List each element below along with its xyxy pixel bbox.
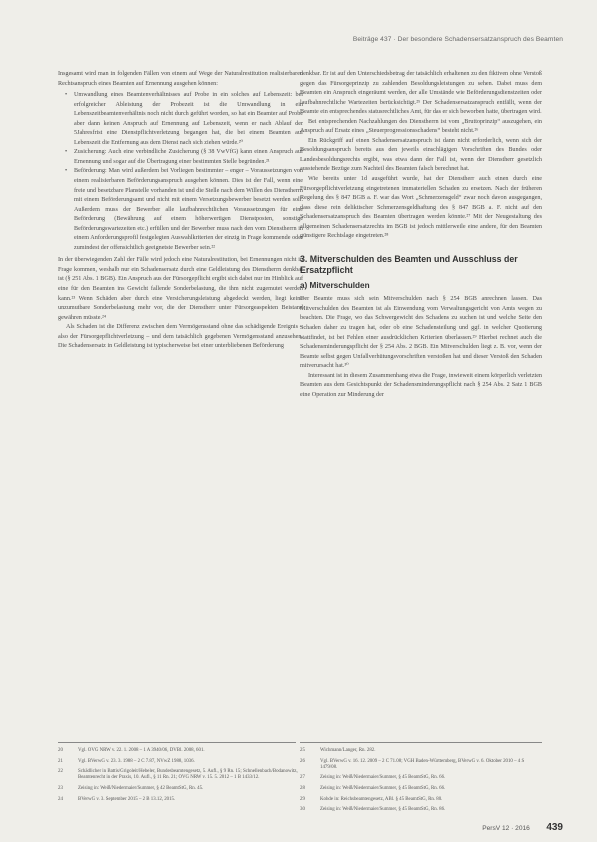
page-footer [482, 817, 563, 835]
footnote-text: Kohde in: Reichsbeamtengesetz, ABl. § 45 BeamtStG, Rn. 80. [320, 796, 443, 802]
bullet-item-promotion: • Beförderung: Man wird außerdem bei Vorliegen bestimmter – enger – Voraussetzungen von einem realisierbaren Beförderungsanspruch ausgehen können. Dies ist der Fall, wenn eine freie und besetzbare Planstelle vorhanden ist und die Stelle nach dem Willen des Dienstherrn mit einem Beförderungsamt und nicht mit einem Versetzungsbewerber besetzt werden soll. Außerdem muss der Bewerber alle laufbahnrechtlichen Voraussetzungen für eine Beförderung (Bewährung auf einem höherwertigen Dienstposten, sonstige Beförderungswartezeiten etc.) erfüllen und der Bewerber muss nach den vom Dienstherrn in einem Anforderungsprofil festgelegten Auswahlkriterien der einzig in Frage kommende oder zumindest der offensichtlich geeignetste Bewerber sein.²² [74, 167, 303, 253]
body-paragraph: Als Schaden ist die Differenz zwischen dem Vermögensstand ohne das schädigende Ereignis – also der Fürsorgepflichtverletzung – und dem tatsächlich gegebenen Vermögensstand anzusehen. Die Schadensersatz in Geldleistung ist typischerweise bei einer unterbliebenen Beförderung [58, 324, 303, 350]
footnote-text: Zeising in: Weiß/Niedermaier/Summer, § 45 BeamtStG, Rn. 66. [320, 785, 446, 791]
body-paragraph: Ein Rückgriff auf einen Schadensersatzanspruch ist dann nicht erforderlich, wenn sich der Besoldungsanspruch bereits aus den jeweils einschlägigen Vorschriften des Bundes oder Landesbesoldungsrechts ergibt, was etwa dann der Fall ist, wenn der Dienstherr gesetzlich ausstehende Bezüge zum Nachteil des Beamten falsch berechnet hat. [300, 137, 542, 173]
footnote [300, 786, 542, 792]
footnote-text: Vgl. OVG NRW v. 22. 1. 2008 – 1 A 3940/06, DVBl. 2008, 601. [78, 748, 205, 753]
bullet-item-assurance: • Zusicherung: Auch eine verbindliche Zusicherung (§ 38 VwVfG) kann einen Anspruch auf Ernennung und sogar auf die Übertragung einer bestimmten Stelle begründen.²¹ [74, 148, 303, 167]
footnote-number: 20 [58, 748, 63, 753]
footnote [300, 759, 542, 771]
footnote-text: Vgl. BVerwG v. 16. 12. 2009 – 2 C 71.08; VGH Baden-Württemberg, BVerwG v. 6. Oktober 2010 – 4 S 1479/08. [320, 758, 525, 770]
footnote [58, 769, 298, 781]
footnote-number: 23 [58, 785, 63, 791]
footnote-text: Schädlicher in Battis/Grigoleit/Hebeler, Bundesbeamtengesetz, 5. Aufl., § 9 Rn. 15; Schnellenbach/Bodanowitz, Beamtenrecht in der Praxis, 10. Aufl., § 11 Rn. 21; OVG NRW v. 15. 5. 2012 – 1 B 1433/12. [78, 769, 298, 781]
criteria-list [58, 91, 303, 253]
left-column [58, 70, 303, 352]
footnote-text: Zeising in: Weiß/Niedermaier/Summer, § 42 BeamtStG, Rn. 45. [78, 785, 204, 791]
journal-issue: PersV 12 · 2016 [482, 825, 530, 832]
footnote [58, 759, 298, 765]
footnote-text: Zeising in: Weiß/Niedermaier/Summer, § 45 BeamtStG, Rn. 66. [320, 775, 446, 781]
bullet-item-probation: • Umwandlung eines Beamtenverhältnisses auf Probe in ein solches auf Lebenszeit: bei erfolgreicher Ableistung der Probezeit ist die Umwandlung in ein Lebenszeitbeamtenverhältnis noch nicht durch geführt worden, so hat ein Beamter auf Probe aber dann keinen Anspruch auf Ernennung auf Lebenszeit, wenn er nach Ablauf der 5Jahresfrist eine Dienstpflichtverletzung begangen hat, die bei einem Beamten auf Lebenszeit die Entfernung aus dem Dienst nach sich ziehen würde.²⁰ [74, 91, 303, 148]
footnote-number: 29 [300, 796, 305, 802]
footnote [58, 786, 298, 792]
footnote-text: BVerwG v. 3. September 2015 – 2 B 13.12, 2015. [78, 796, 176, 802]
intro-paragraph: Insgesamt wird man in folgenden Fällen von einem auf Wege der Naturalrestitution realisierbaren Rechtsanspruch eines Beamten auf Ernennung ausgehen können: [58, 71, 303, 87]
body-paragraph: Interessant ist in diesem Zusammenhang etwa die Frage, inwieweit einem körperlich verletzten Beamten aus dem Gesichtspunkt der Schadensminderungspflicht nach § 254 Abs. 2 Satz 1 BGB eine Operation zur Minderung der [300, 372, 542, 398]
footnote-number: 28 [300, 785, 305, 791]
body-paragraph: Bei entsprechenden Nachzahlungen des Dienstherrn ist vom „Bruttoprinzip“ auszugehen, ein Anspruch auf Ersatz eines „Steuerprogressionsschadens“ besteht nicht.²⁶ [300, 118, 542, 135]
footnote [300, 775, 542, 781]
footnote [300, 748, 542, 754]
subsection-heading: a) Mitverschulden [300, 280, 370, 290]
body-paragraph: Wie bereits unter 1d ausgeführt wurde, hat der Dienstherr auch einen durch eine Fürsorgepflichtverletzung eingetretenen immateriellen Schaden zu ersetzen. Nach der früheren Regelung des § 847 BGB a. F. war das Wort „Schmerzensgeld“ zwar noch davon ausgegangen, dass diese rein deliktischer Schmerzensgeldhaftung des § 847 BGB a. F. nicht auf den Schadensersatzanspruch des Beamten übertragen werden könnte.²⁷ Mit der Neugestaltung des allgemeinen Schadensersatzrechts im BGB ist jedoch mittlerweile eine andere, für den Beamten günstigere Rechtslage eingetreten.²⁸ [300, 176, 542, 240]
footnote-number: 25 [300, 748, 305, 753]
footnote-number: 27 [300, 775, 305, 781]
footnote-text: Vgl. BVerwG v. 23. 3. 1988 – 2 C 7.87, NVwZ 1988, 1036. [78, 758, 195, 764]
footnote-number: 22 [58, 769, 63, 775]
footnotes-left [58, 748, 298, 807]
right-column [300, 70, 542, 400]
footnote-text: Wichmann/Langer, Rn. 282. [320, 748, 376, 753]
body-paragraph: In der überwiegenden Zahl der Fälle wird jedoch eine Naturalrestitution, bei Ernennungen nicht in Frage kommen, weshalb nur ein Schadensersatz durch eine Geldleistung des Dienstherrn denkbar ist (§ 251 Abs. 1 BGB). Ein Anspruch aus der Fürsorgepflicht ergibt sich dabei nur im Hinblick auf eine für den Beamten ins Gewicht fallende Sonderbelastung, die ihm nicht zugemutet werden kann.²³ Wenn Schäden aber durch eine Versicherungsleistung abgedeckt werden, liegt keine unzumutbare Sonderbelastung mehr vor, die der Dienstherr unter Fürsorgeaspekten Beistand gewähren müsste.²⁴ [58, 257, 303, 321]
body-paragraph: denkbar. Er ist auf den Unterschiedsbetrag der tatsächlich erhaltenen zu den fiktiven ohne Verstoß gegen das Fürsorgeprinzip zu zahlenden Besoldungsleistungen zu sehen. Dabei muss dem Beamten ein Anspruch eingeräumt werden, der alle Umstände wie Beförderungsdienstzeiten oder laufbahnrechtliche Wartezeiten berücksichtigt.²⁵ Der Schadensersatzanspruch entfällt, wenn der Beamte ein entsprechendes statusrechtliches Amt, für das er sich beworben hatte, übertragen wird. [300, 71, 542, 116]
footnote-divider [58, 742, 296, 743]
section-heading: 3. Mitverschulden des Beamten und Ausschluss der Ersatzpflicht [300, 253, 518, 275]
footnote-divider [300, 742, 542, 743]
footnote [58, 748, 298, 754]
footnote [300, 807, 542, 813]
footnote-number: 26 [300, 758, 305, 764]
footnote [58, 797, 298, 803]
footnote [300, 797, 542, 803]
footnote-number: 21 [58, 758, 63, 764]
footnote-text: Zeising in: Weiß/Niedermaier/Summer, § 45 BeamtStG, Rn. 86. [320, 807, 446, 813]
running-header: Beiträge 437 · Der besondere Schadensersatzanspruch des Beamten [352, 36, 563, 43]
footnote-number: 24 [58, 796, 63, 802]
page-number: 439 [546, 822, 563, 833]
footnote-number: 30 [300, 807, 305, 813]
body-paragraph: Der Beamte muss sich sein Mitverschulden nach § 254 BGB anrechnen lassen. Das Mitverschulden des Beamten ist als Einwendung vom Verwaltungsgericht von Amts wegen zu beachten. Die Frage, wo das Schwergewicht des Schadens zu suchen ist und welche Seite den Schaden daher zu tragen hat, oder ob eine Schadensteilung und ggf. in welcher Quotierung stattfindet, ist bei Fehlen einer ausdrücklichen Kriterien überlassen.²⁹ Hierbei rechnet auch die Schadensminderungspflicht der § 254 Abs. 2 BGB. Ein Mitverschulden liegt z. B. vor, wenn der Beamte selbst gegen Unfallverhütungsvorschriften verstoßen hat und dieser Verstoß den Schaden mitverursacht hat.³⁰ [300, 296, 542, 370]
footnotes-right [300, 748, 542, 818]
